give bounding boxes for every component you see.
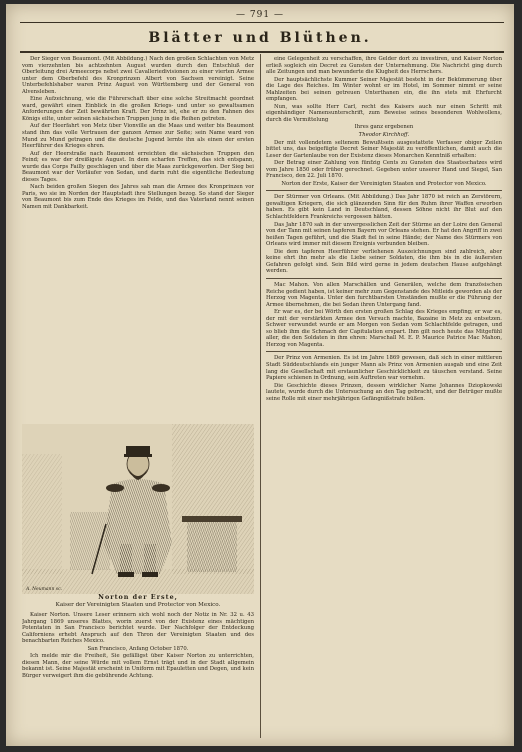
paragraph: Eine Aufzeichnung, wie die Führerschaft über eine solche Streitmacht geordnet ward, gewährt einen Einblick in die großen Kriegs- und unter so gewaltsamen Anforderungen der Zeit bewährten Kraft. Der Prinz ist, ehe er zu den Fahnen des Königs eilte, unter seinen sächsischen Truppen jung in die Reihen getreten. bbox=[22, 96, 254, 122]
paragraph: Der Sieger von Beaumont. (Mit Abbildung.) Nach den großen Schlachten von Metz vom vierzehnten bis achtzehnten August wurden durch den Entschluß der Oberleitung drei Armeecorps nebst zwei Cavalleriedivisionen zu einer vierten Armee unter dem Oberbefehl des Kronprinzen Albert von Sachsen vereinigt. Seine Unterbefehlshaber waren Prinz August von Württemberg und der General von Alvensleben. bbox=[22, 56, 254, 95]
paragraph: Der hauptsächlichste Kummer Seiner Majestät besteht in der Bekümmerung über die Lage des Reiches. Im Winter wohnt er im Hotel, im Sommer nimmt er seine Mahlzeiten bei seinen getreuen Unterthanen ein, die ihn stets mit Ehrfurcht empfangen. bbox=[266, 76, 502, 103]
left-column-top bbox=[22, 56, 254, 424]
section-rule bbox=[266, 351, 502, 352]
paragraph: Der mit vollendetem seltenem Bewußtsein ausgestattete Verfasser obiger Zeilen bittet uns, das beigefügte Decret Seiner Majestät zu veröffentlichen, damit auch die Leser der Gartenlaube von der Existenz dieses Monarchen Kenntniß erhalten: bbox=[266, 139, 502, 159]
paragraph: Der Prinz von Armenien. Es ist im Jahre 1869 gewesen, daß sich in einer mittleren Stadt Süddeutschlands ein junger Mann als Prinz von Armenien ausgab und eine Zeit lang die Gesellschaft mit erstaunlicher Geschicklichkeit zu täuschen verstand. Seine Papiere schienen in Ordnung, sein Auftreten war vornehm. bbox=[266, 355, 502, 382]
paragraph: Ich melde mir die Freiheit, Sie gefälligst über Kaiser Norton zu unterrichten, diesen Mann, der seine Würde mit vollem Ernst trägt und in der Stadt allgemein bekannt ist. Seine Majestät erscheint in Uniform mit Epauletten und Degen, und kein Bürger verweigert ihm die gebührende Achtung. bbox=[22, 653, 254, 679]
paragraph: Das Jahr 1870 sah in der unvergesslichen Zeit der Stürme an der Loire den General von der Tann mit seinen tapferen Bayern vor Orleans stehen. Er hat den Angriff in zwei heißen Tagen geführt, und die Stadt fiel in seine Hände; der Name des Stürmers von Orleans wird immer mit diesem Ereignis verbunden bleiben. bbox=[266, 221, 502, 248]
illustration-caption bbox=[22, 594, 254, 609]
paragraph: Nach beiden großen Siegen des Jahres sah man die Armee des Kronprinzen vor Paris, wo sie im Norden der Hauptstadt ihre Stellungen bezog. So stand der Sieger von Beaumont bis zum Ende des Krieges im Felde, und das Vaterland nennt seinen Namen mit Dankbarkeit. bbox=[22, 184, 254, 211]
page-number: — 791 — bbox=[236, 10, 284, 20]
paragraph: Auf der Heerstraße nach Beaumont erreichten die sächsischen Truppen den Feind; es war der dreißigste August. In dem scharfen Treffen, das sich entspann, wurde das Corps Failly geschlagen und über die Maas zurückgeworfen. Der Sieg bei Beaumont war der Vorläufer von Sedan, und darin ruht die eigentliche Bedeutung dieses Tages. bbox=[22, 150, 254, 183]
paragraph: Mac Mahon. Von allen Marschällen und Generälen, welche dem französischen Reiche gedient haben, ist keiner mehr zum Gegenstande des Mitleids geworden als der Herzog von Magenta. Unter den furchtbarsten Umständen mußte er die Führung der Armee übernehmen, die bei Sedan ihren Untergang fand. bbox=[266, 281, 502, 308]
engraver-signature: A. Neumann sc. bbox=[26, 587, 63, 592]
letter-closing: Ihres ganz ergebenen bbox=[354, 124, 414, 131]
engraving-image bbox=[22, 424, 254, 594]
dateline: San Francisco, Anfang October 1870. bbox=[87, 645, 189, 652]
header-rule bbox=[20, 22, 504, 23]
left-column-bottom bbox=[22, 612, 254, 740]
paragraph: Der Betrag einer Zahlung von fünfzig Cents zu Gunsten des Staatsschatzes wird vom Jahre 1850 oder früher gerechnet. Gegeben unter unserer Hand und Siegel, San Francisco, den 22. Juli 1870. bbox=[266, 160, 502, 180]
paragraph: Nun, was sollte Herr Carl, recht des Kaisers auch nur einen Schritt mit eigenhändiger Namensunterschrift, zum Beweise seines besonderen Wohlwollens, durch die Vermittelung bbox=[266, 103, 502, 123]
masthead: Blätter und Blüthen. bbox=[148, 30, 372, 46]
section-rule bbox=[266, 190, 502, 191]
column-divider bbox=[260, 54, 261, 738]
right-column bbox=[266, 56, 502, 740]
caption-title: Norton der Erste, bbox=[98, 593, 178, 601]
paragraph: Kaiser Norton. Unsere Leser erinnern sich wohl noch der Notiz in Nr. 32 u. 43 Jahrgang 1869 unseres Blattes, worin zuerst von der Existenz eines mächtigen Potentaten in San Francisco berichtet wurde. Der Nachfolger der Entdeckung Californiens erhebt Anspruch auf den Thron der Vereinigten Staaten und des benachbarten Reiches Mexico. bbox=[22, 612, 254, 645]
masthead-rule bbox=[20, 51, 504, 53]
newspaper-page bbox=[6, 4, 514, 746]
paragraph: Die Geschichte dieses Prinzen, dessen wirklicher Name Johannes Dziopkowski lautete, wurde durch die Untersuchung an den Tag gebracht, und der Betrüger mußte seine Rolle mit einer mehrjährigen Gefängnißstrafe büßen. bbox=[266, 382, 502, 402]
decree-signature: Norton der Erste, Kaiser der Vereinigten Staaten und Protector von Mexico. bbox=[281, 180, 487, 187]
caption-subtitle: Kaiser der Vereinigten Staaten und Protector von Mexico. bbox=[55, 602, 221, 608]
paragraph: Er war es, der bei Wörth den ersten großen Schlag des Krieges empfing; er war es, der mit der verstärkten Armee den Versuch machte, Bazaine in Metz zu entsetzen. Schwer verwundet wurde er am Morgen von Sedan vom Schlachtfelde getragen, und so blieb ihm die Schmach der Capitulation erspart. Ihm gilt noch heute das Mitgefühl aller, die den Soldaten in ihm ehren: Marschall M. E. P. Maurice Patrice Mac Mahon, Herzog von Magenta. bbox=[266, 309, 502, 348]
paragraph: Die dem tapferen Heerführer verliehenen Auszeichnungen sind zahlreich, aber keine ehrt ihn mehr als die Liebe seiner Soldaten, die ihm bis in die äußersten Gefahren gefolgt sind. Sein Bild wird gerne in jedem deutschen Hause aufgehängt werden. bbox=[266, 248, 502, 275]
letter-signature: Theodor Kirchhoff. bbox=[358, 132, 410, 139]
portrait-illustration bbox=[22, 424, 254, 594]
section-rule bbox=[266, 278, 502, 279]
paragraph: eine Gelegenheit zu verschaffen, ihre Gelder dort zu investiren, und Kaiser Norton erließ sogleich ein Decret zu Gunsten der Unternehmung. Die Nachricht ging durch alle Zeitungen und man bewunderte die Klugheit des Herrschers. bbox=[266, 56, 502, 76]
paragraph: Der Stürmer von Orleans. (Mit Abbildung.) Das Jahr 1870 ist reich an Zerstörern, gewaltigen Kriegern, die sich glänzenden Sinn für den Ruhm ihrer Waffen erworben haben. Es gibt kein Land in Deutschland, dessen Söhne nicht ihr Blut auf den Schlachtfeldern Frankreichs vergossen hätten. bbox=[266, 194, 502, 221]
paragraph: Auf der Heerfahrt von Metz über Vionville an die Maas und weiter bis Beaumont stand ihm das volle Vertrauen der ganzen Armee zur Seite; sein Name ward von Mund zu Mund getragen und die deutsche Jugend lernte ihn als einen der ersten Heerführer des Krieges ehren. bbox=[22, 123, 254, 150]
